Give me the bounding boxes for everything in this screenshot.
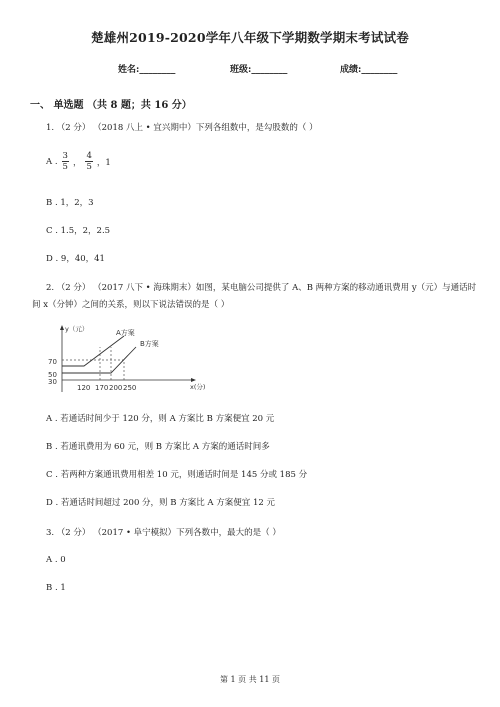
y-axis-label: y（元） [65, 325, 89, 333]
paper-title: 楚雄州2019-2020学年八年级下学期数学期末考试试卷 [91, 30, 409, 45]
question-1-option-a [46, 151, 111, 172]
x-tick-200: 200 [109, 384, 123, 392]
question-2-stem-line-2: 间 x（分钟）之间的关系，则以下说法错误的是（ ） [32, 300, 230, 310]
question-3-stem: 3. （2 分） （2017 • 阜宁模拟）下列各数中，最大的是（ ） [46, 528, 281, 538]
y-tick-50: 50 [48, 371, 57, 379]
x-tick-120: 120 [77, 384, 91, 392]
y-tick-30: 30 [48, 378, 57, 386]
question-3-option-b: B . 1 [46, 583, 66, 593]
x-tick-250: 250 [123, 384, 137, 392]
name-field-label: 姓名:________ [118, 65, 176, 75]
question-2-option-a: A . 若通话时间少于 120 分，则 A 方案比 B 方案便宜 20 元 [46, 414, 275, 424]
fraction-three-fifths [62, 151, 69, 172]
option-a-prefix: A . [46, 156, 58, 167]
question-1-stem: 1. （2 分） （2018 八上 • 宜兴期中）下列各组数中，是勾股数的（ ） [46, 123, 318, 133]
x-axis-label: x(分) [190, 383, 206, 391]
question-2-stem-line-1: 2. （2 分） （2017 八下 • 海珠期末）如图，某电脑公司提供了 A、B 两种方案的移动通讯费用 y（元）与通话时 [46, 283, 477, 293]
class-field-label: 班级:________ [230, 65, 288, 75]
question-1-option-b: B . 1，2，3 [46, 198, 94, 208]
page-footer: 第 1 页 共 11 页 [220, 675, 280, 684]
question-2-option-b: B . 若通讯费用为 60 元，则 B 方案比 A 方案的通话时间多 [46, 442, 270, 452]
fraction-four-fifths [85, 151, 92, 172]
line-b-label: B方案 [140, 340, 159, 348]
section-heading: 一、 单选题 （共 8 题；共 16 分） [30, 100, 192, 111]
cost-vs-time-graph [40, 322, 215, 397]
option-a-suffix: ，1 [96, 157, 111, 168]
fraction-2-denominator: 5 [86, 162, 92, 172]
question-2-option-d: D . 若通话时间超过 200 分，则 B 方案比 A 方案便宜 12 元 [46, 498, 275, 508]
x-axis-arrow [191, 378, 196, 382]
question-3-option-a: A . 0 [46, 555, 66, 565]
y-tick-70: 70 [48, 358, 57, 366]
line-a-label: A方案 [116, 329, 135, 337]
line-a [62, 336, 124, 366]
y-axis-arrow [60, 325, 64, 330]
fraction-2-numerator: 4 [86, 151, 92, 161]
x-tick-170: 170 [95, 384, 109, 392]
question-2-option-c: C . 若两种方案通讯费用相差 10 元，则通话时间是 145 分或 185 分 [46, 470, 308, 480]
question-1-option-d: D . 9，40，41 [46, 254, 105, 264]
fraction-1-denominator: 5 [62, 162, 68, 172]
score-field-label: 成绩:________ [340, 65, 398, 75]
option-a-separator: ， [72, 157, 82, 168]
question-1-option-c: C . 1.5，2，2.5 [46, 226, 111, 236]
fraction-1-numerator: 3 [62, 151, 68, 161]
